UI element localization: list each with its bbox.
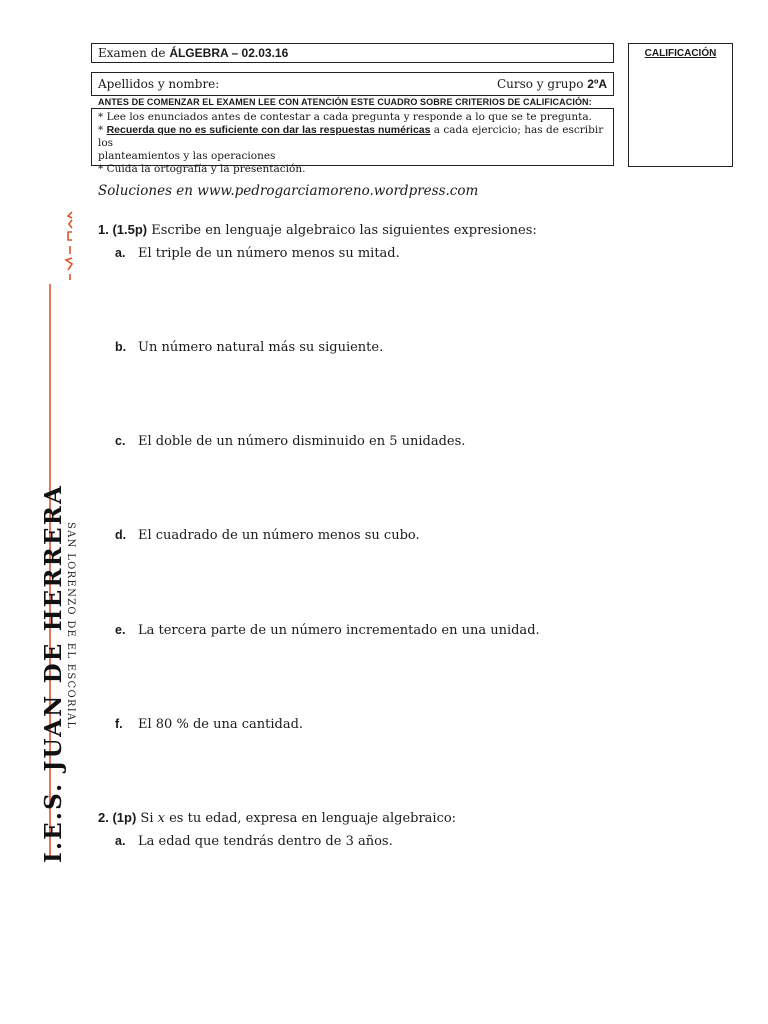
logo-skyline-icon xyxy=(66,212,72,280)
question-2 xyxy=(98,810,456,826)
student-info-box xyxy=(91,72,614,96)
question-1-text: Escribe en lenguaje algebraico las siguientes expresiones: xyxy=(147,223,537,238)
exam-title-subject: ÁLGEBRA – 02.03.16 xyxy=(169,46,289,60)
exam-title-prefix: Examen de xyxy=(98,46,170,60)
name-label: Apellidos y nombre: xyxy=(98,77,220,91)
item-text: La tercera parte de un número incrementado en una unidad. xyxy=(138,623,540,638)
item-text: La edad que tendrás dentro de 3 años. xyxy=(138,834,393,849)
question-2-variable: x xyxy=(157,811,165,826)
question-1 xyxy=(98,222,537,238)
question-1-number: 1. (1.5p) xyxy=(98,222,148,237)
item-letter: c. xyxy=(115,434,126,448)
item-text: El doble de un número disminuido en 5 unidades. xyxy=(138,434,466,449)
criteria-item-3: * Cuida la ortografía y la presentación. xyxy=(98,163,306,175)
exam-title-box xyxy=(91,43,614,63)
question-2-text-pre: Si xyxy=(136,811,158,826)
logo-main-text: I.E.S. JUAN DE HERRERA xyxy=(40,483,67,863)
item-letter: a. xyxy=(115,246,126,260)
criteria-header: ANTES DE COMENZAR EL EXAMEN LEE CON ATENCIÓN ESTE CUADRO SOBRE CRITERIOS DE CALIFICACIÓN: xyxy=(98,97,592,107)
group-value: 2ºA xyxy=(587,77,607,91)
criteria-item-2 xyxy=(98,124,607,150)
school-logo xyxy=(28,210,76,865)
item-text: El 80 % de una cantidad. xyxy=(138,717,304,732)
group-label: Curso y grupo xyxy=(496,77,588,91)
criteria-item-2-continuation: planteamientos y las operaciones xyxy=(98,150,276,162)
item-letter: e. xyxy=(115,623,126,637)
criteria-item-2-prefix: * xyxy=(98,124,107,136)
question-2-text-post: es tu edad, expresa en lenguaje algebraico: xyxy=(164,811,457,826)
item-text: Un número natural más su siguiente. xyxy=(138,340,384,355)
item-letter: b. xyxy=(115,340,127,354)
item-text: El triple de un número menos su mitad. xyxy=(138,246,400,261)
item-letter: d. xyxy=(115,528,127,542)
criteria-item-2-bold: Recuerda que no es suficiente con dar las respuestas numéricas xyxy=(106,124,431,136)
item-letter: a. xyxy=(115,834,126,848)
grade-label: CALIFICACIÓN xyxy=(644,48,717,59)
criteria-item-1: * Lee los enunciados antes de contestar a cada pregunta y responde a lo que se te pregunta. xyxy=(98,111,593,123)
solutions-link-text: Soluciones en www.pedrogarciamoreno.wordpress.com xyxy=(98,183,479,199)
item-text: El cuadrado de un número menos su cubo. xyxy=(138,528,420,543)
grade-box xyxy=(628,43,733,167)
group-field xyxy=(497,73,607,95)
question-2-number: 2. (1p) xyxy=(98,810,137,825)
criteria-box xyxy=(91,108,614,175)
logo-sub-text: SAN LORENZO DE EL ESCORIAL xyxy=(65,522,76,730)
item-letter: f. xyxy=(115,717,123,731)
criteria-item-2-rest: a cada ejercicio; has de escribir los xyxy=(98,124,604,149)
